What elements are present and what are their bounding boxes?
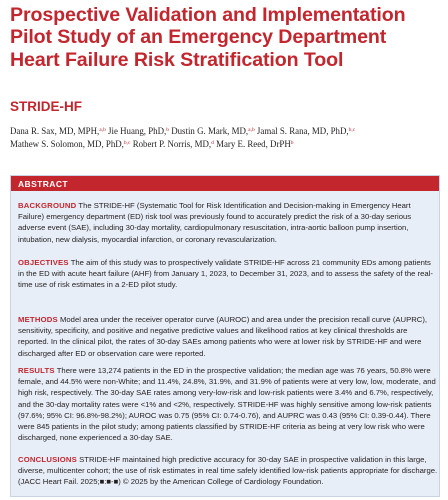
section-text: Model area under the receiver operator curve (AUROC) and area under the precision recall curve (AUPRC), sensitivity, specificity, and positive and negative predictive values and likelihood ratios at key clinical thresholds are reported. In the clinical pilot, the rates of 30-day SAEs among patients who were at lower risk by STRIDE-HF and were discharged after ED or observation care were reported. (18, 315, 428, 358)
section-heading: BACKGROUND (18, 201, 77, 210)
author[interactable]: Dustin G. Mark, MD,$^{a,b}$ (171, 126, 255, 136)
author-list (10, 124, 440, 151)
abstract-objectives (18, 257, 438, 291)
abstract-methods (18, 314, 438, 359)
article-subtitle: STRIDE-HF (10, 99, 82, 114)
section-text: There were 13,274 patients in the ED in the prospective validation; the median age was 76 years, 50.8% were female, and 44.5% were non-White; and 11.4%, 24.8%, 31.9%, and 31.9% of patients were at very low, low, moderate, and high risk, respectively. The 30-day SAE rates among very-low-risk and low-risk patients were 3.4% and 6.7%, respectively, and the 30-day mortality rates were <1% and <2%, respectively. STRIDE-HF was highly sensitive among low-risk patients (97.6%; 95% CI: 96.8%-98.2%); AUROC was 0.75 (95% CI: 0.74-0.76), and AUPRC was 0.43 (95% CI: 0.39-0.44). There were 845 patients in the pilot study; among patients classified by STRIDE-HF criteria as being at very low risk who were discharged, none experienced a 30-day SAE. (18, 366, 436, 443)
section-heading: RESULTS (18, 366, 55, 375)
abstract-label: ABSTRACT (18, 178, 68, 189)
section-heading: METHODS (18, 315, 58, 324)
author[interactable]: Robert P. Norris, MD,$^d$ (132, 139, 214, 150)
section-text: The STRIDE-HF (Systematic Tool for Risk Identification and Decision-making in Emergency Heart Failure) emergency department (ED) risk tool was previously found to accurately predict the risk of a 30-day serious adverse event (SAE), including 30-day mortality, cardiopulmonary resuscitation, intra-aortic balloon pump insertion, intubation, new dialysis, myocardial infarction, or coronary revascularization. (18, 201, 412, 244)
author[interactable]: Mary E. Reed, DrPH$^b$ (216, 139, 294, 150)
section-text: STRIDE-HF maintained high predictive accuracy for 30-day SAE in prospective validation in this large, diverse, multicenter cohort; the use of risk estimates in real time safely identified low-risk patients appropriate for discharge. (JACC Heart Fail. 2025;■:■-■) © 2025 by the American College of Cardiology Foundation. (18, 455, 438, 487)
abstract-header-bar (11, 176, 439, 191)
abstract-conclusions (18, 454, 438, 488)
author[interactable]: Dana R. Sax, MD, MPH,$^{a,b}$ (10, 126, 106, 136)
section-heading: OBJECTIVES (18, 258, 69, 267)
abstract-results (18, 365, 438, 443)
article-title: Prospective Validation and Implementation Pilot Study of an Emergency Department Heart Failure Risk Stratification Tool (10, 4, 406, 71)
author[interactable]: Mathew S. Solomon, MD, PhD,$^{b,c}$ (10, 139, 131, 150)
author[interactable]: Jie Huang, PhD,$^b$ (108, 126, 169, 136)
section-text: The aim of this study was to prospectively validate STRIDE-HF across 21 community EDs among patients in the ED with acute heart failure (AHF) from January 1, 2023, to December 31, 2023, and to assess the safety of the real-time use of risk estimates in a 2-ED pilot study. (18, 258, 433, 290)
abstract-background (18, 200, 438, 245)
author[interactable]: Jamal S. Rana, MD, PhD,$^{b,c}$ (256, 126, 356, 136)
section-heading: CONCLUSIONS (18, 455, 78, 464)
abstract-box (10, 175, 440, 497)
